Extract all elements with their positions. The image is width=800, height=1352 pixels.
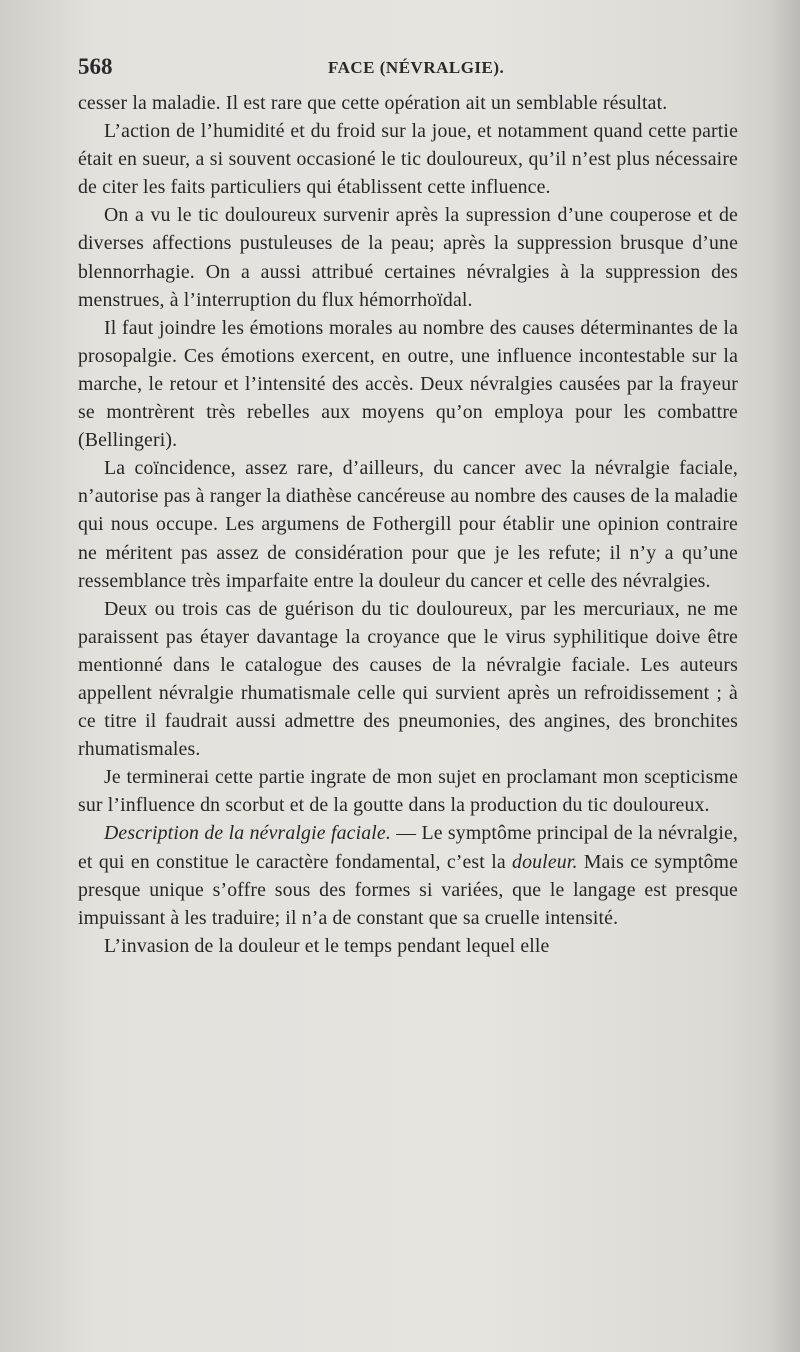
paragraph-description <box>78 819 738 931</box>
paragraph-invasion: L’invasion de la douleur et le temps pendant lequel elle <box>104 934 550 957</box>
description-italic-word: douleur. <box>512 850 578 873</box>
paragraph-cancer: La coïncidence, assez rare, d’ailleurs, du cancer avec la névralgie faciale, n’autorise pas à ranger la diathèse cancéreuse au nombre des causes de la maladie qui nous occupe. Les argumens de Fothergill pour établir une opinion contraire ne méritent pas assez de considération pour que je les refute; il n’y a qu’une ressemblance très imparfaite entre la douleur du cancer et celle des névralgies. <box>78 457 738 592</box>
page-edge-shadow <box>770 0 800 1352</box>
description-text-2: Mais ce symptôme presque unique s’offre sous des formes si variées, que le langage est presque impuissant à les traduire; il n’a de constant que sa cruelle intensité. <box>78 850 739 929</box>
paragraph-suppression: On a vu le tic douloureux survenir après la supression d’une couperose et de diverses affections pustuleuses de la peau; après la suppression brusque d’une blennorrhagie. On a aussi attribué certaines névralgies à la suppression des menstrues, à l’interruption du flux hémorrhoïdal. <box>78 204 738 311</box>
paragraph-continuation: cesser la maladie. Il est rare que cette opération ait un semblable résultat. <box>78 92 668 114</box>
paragraph-emotions: Il faut joindre les émotions morales au nombre des causes déterminantes de la prosopalgie. Ces émotions exercent, en outre, une influence incontestable sur la marche, le retour et l’intensité des accès. Deux névralgies causées par la frayeur se montrèrent très rebelles aux moyens qu’on employa pour les combattre (Bellingeri). <box>78 316 738 452</box>
page-number: 568 <box>78 54 113 79</box>
paragraph-humidity: L’action de l’humidité et du froid sur la joue, et notamment quand cette partie était en sueur, a si souvent occasioné le tic douloureux, qu’il n’est plus nécessaire de citer les faits particuliers qui établissent cette influence. <box>78 120 738 199</box>
body-text <box>78 89 738 960</box>
header-title: FACE (NÉVRALGIE). <box>328 58 505 77</box>
paragraph-mercurials: Deux ou trois cas de guérison du tic douloureux, par les mercuriaux, ne me paraissent pas étayer davantage la croyance que le virus syphilitique doive être mentionné dans le catalogue des causes de la névralgie faciale. Les auteurs appellent névralgie rhumatismale celle qui survient après un refroidissement ; à ce titre il faudrait aussi admettre des pneumonies, des angines, des bronchites rhumatismales. <box>78 597 738 761</box>
description-text-1: — Le symptôme principal de la névralgie, et qui en constitue le caractère fondamental, c’est la <box>78 822 738 873</box>
running-head <box>78 54 760 88</box>
description-heading: Description de la névralgie faciale. <box>104 822 391 845</box>
paragraph-scepticism: Je terminerai cette partie ingrate de mon sujet en proclamant mon scepticisme sur l’influence dn scorbut et de la goutte dans la production du tic douloureux. <box>78 766 738 817</box>
